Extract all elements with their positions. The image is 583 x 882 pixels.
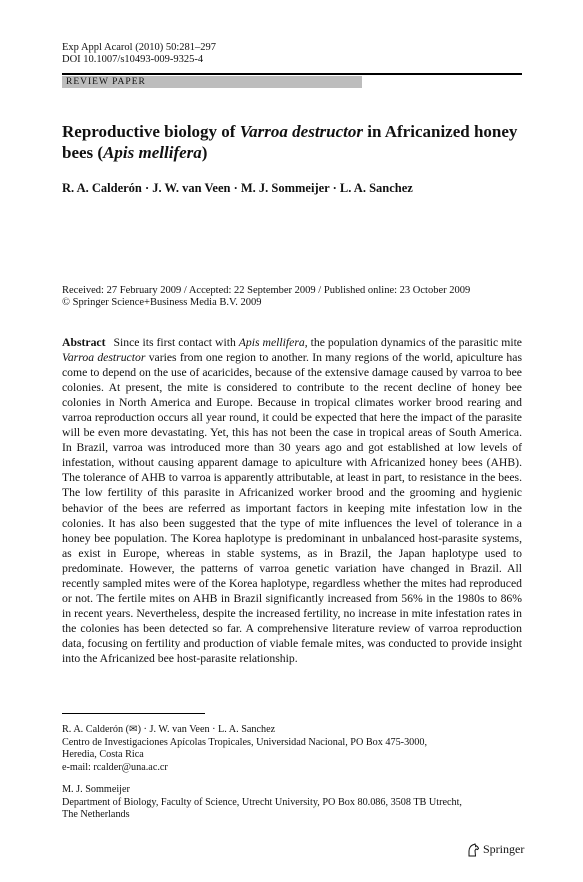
affiliation-city: Heredia, Costa Rica (62, 749, 144, 761)
paper-title: Reproductive biology of Varroa destructor in Africanized honey bees (Apis mellifera) (62, 122, 518, 162)
journal-citation: Exp Appl Acarol (2010) 50:281–297 (62, 42, 216, 53)
footnote-rule (62, 713, 205, 714)
abstract-heading: Abstract (62, 336, 106, 349)
publisher-logo (466, 842, 524, 857)
doi: DOI 10.1007/s10493-009-9325-4 (62, 54, 204, 65)
affiliation-names: M. J. Sommeijer (62, 784, 130, 795)
journal-header (62, 42, 216, 66)
affiliation-institution: Centro de Investigaciones Apícolas Tropicales, Universidad Nacional, PO Box 475-3000, (62, 736, 427, 748)
publication-history (62, 285, 532, 309)
affiliation-institution: Department of Biology, Faculty of Science, Utrecht University, PO Box 80.086, 3508 TB Utrecht, (62, 796, 462, 808)
section-label: REVIEW PAPER (62, 76, 362, 88)
affiliation-2 (62, 784, 532, 822)
affiliation-1 (62, 724, 532, 775)
affiliation-country: The Netherlands (62, 809, 130, 821)
publisher-name: Springer (483, 842, 525, 856)
abstract: Abstract Since its first contact with Apis mellifera, the population dynamics of the parasitic mite Varroa destructor varies from one region to another. In many regions of the world, apiculture has come to depend on the use of acaricides, because of the extensive damage caused by varroa to bee colonies. At present, the mite is considered to contribute to the recent decline of honey bee colonies in North America and Europe. Because in tropical climates worker brood rearing and varroa reproduction occurs all year round, it could be expected that here the impact of the parasite will be even more devastating. Yet, this has not been the case in tropical areas of South America. In Brazil, varroa was introduced more than 30 years ago and got established at low levels of infestation, without causing apparent damage to apiculture with Africanized honey bees (AHB). The tolerance of AHB to varroa is apparently attributable, at least in part, to resistance in the bees. The low fertility of this parasite in Africanized worker brood and the grooming and hygienic behavior of the bees are referred as important factors in keeping mite infestation low in the colonies. It has also been suggested that the type of mite influences the level of tolerance in a honey bee population. The Korea haplotype is predominant in unbalanced host-parasite systems, as exist in Europe, whereas in stable systems, as in Brazil, the Japan haplotype used to predominate. However, the patterns of varroa genetic variation have changed in Brazil. All recently sampled mites were of the Korea haplotype, regardless whether the mites had reproduced or not. The fertile mites on AHB in Brazil significantly increased from 56% in the 1980s to 86% in recent years. Nevertheless, despite the increased fertility, no increase in mite infestation rates in the colonies has been detected so far. A comprehensive literature review of varroa reproduction data, focusing on fertility and production of viable female mites, was conducted to provide insight into the Africanized bee host-parasite relationship. (62, 336, 522, 665)
affiliation-names: R. A. Calderón (✉) · J. W. van Veen · L. A. Sanchez (62, 724, 276, 735)
springer-horse-icon (466, 843, 480, 857)
header-rule (62, 73, 522, 75)
author-list: R. A. Calderón · J. W. van Veen · M. J. Sommeijer · L. A. Sanchez (62, 181, 413, 195)
affiliation-email[interactable]: e-mail: rcalder@una.ac.cr (62, 762, 168, 774)
copyright: © Springer Science+Business Media B.V. 2009 (62, 297, 262, 308)
history-dates: Received: 27 February 2009 / Accepted: 22 September 2009 / Published online: 23 October 2009 (62, 285, 471, 296)
